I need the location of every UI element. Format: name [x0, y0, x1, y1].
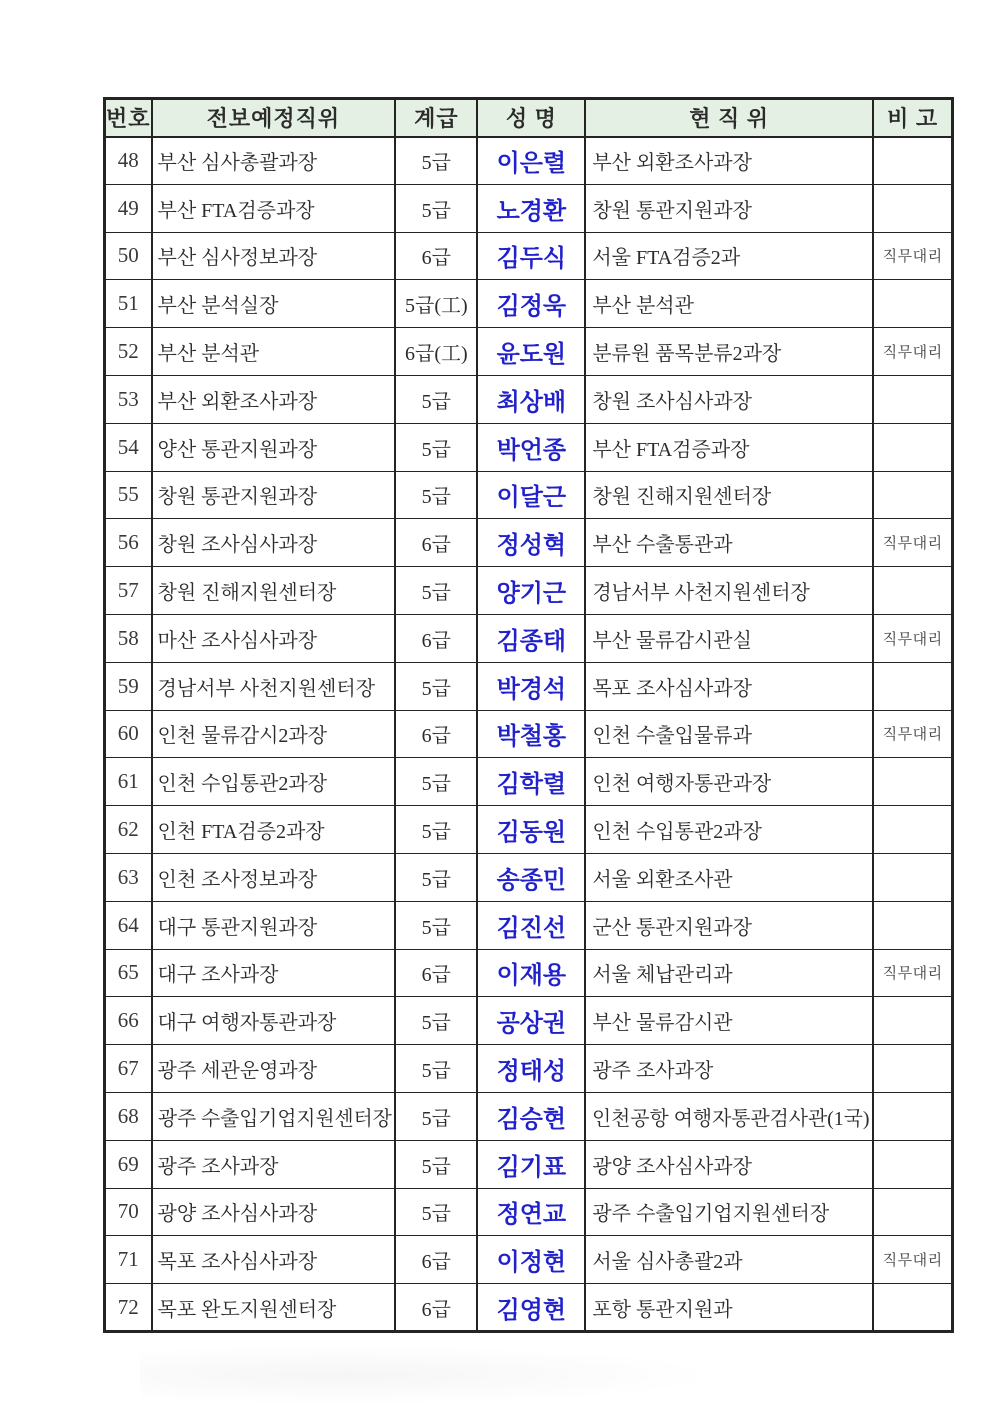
name-cell: 김영현	[477, 1284, 585, 1332]
note-cell	[873, 184, 953, 232]
rank-cell: 5급	[395, 567, 477, 615]
row-number-cell: 70	[105, 1188, 152, 1236]
current-position-cell: 목포 조사심사과장	[585, 662, 872, 710]
rank-cell: 6급	[395, 519, 477, 567]
header-col-planned-position: 전보예정직위	[152, 99, 396, 137]
header-col-number: 번호	[105, 99, 152, 137]
name-cell: 김진선	[477, 901, 585, 949]
current-position-cell: 인천공항 여행자통관검사관(1국)	[585, 1092, 872, 1140]
current-position-cell: 부산 물류감시관실	[585, 614, 872, 662]
rank-cell: 6급	[395, 1284, 477, 1332]
current-position-cell: 광주 수출입기업지원센터장	[585, 1188, 872, 1236]
rank-cell: 5급	[395, 662, 477, 710]
planned-position-cell: 인천 수입통관2과장	[152, 758, 396, 806]
table-row	[105, 1236, 953, 1284]
planned-position-cell: 인천 물류감시2과장	[152, 710, 396, 758]
table-row	[105, 471, 953, 519]
table-row	[105, 375, 953, 423]
table-row	[105, 949, 953, 997]
current-position-cell: 광주 조사과장	[585, 1045, 872, 1093]
rank-cell: 5급	[395, 471, 477, 519]
row-number-cell: 72	[105, 1284, 152, 1332]
table-row	[105, 232, 953, 280]
name-cell: 정연교	[477, 1188, 585, 1236]
name-cell: 김기표	[477, 1140, 585, 1188]
name-cell: 김학렬	[477, 758, 585, 806]
rank-cell: 6급	[395, 1236, 477, 1284]
current-position-cell: 부산 물류감시관	[585, 997, 872, 1045]
table-row	[105, 280, 953, 328]
personnel-transfer-table	[103, 97, 954, 1333]
current-position-cell: 광양 조사심사과장	[585, 1140, 872, 1188]
rank-cell: 6급	[395, 710, 477, 758]
current-position-cell: 인천 여행자통관과장	[585, 758, 872, 806]
note-cell	[873, 1140, 953, 1188]
name-cell: 이은렬	[477, 137, 585, 185]
note-cell	[873, 471, 953, 519]
rank-cell: 6급	[395, 949, 477, 997]
rank-cell: 5급	[395, 997, 477, 1045]
note-cell	[873, 1045, 953, 1093]
planned-position-cell: 창원 통관지원과장	[152, 471, 396, 519]
table-row	[105, 853, 953, 901]
note-cell	[873, 997, 953, 1045]
table-row	[105, 1188, 953, 1236]
row-number-cell: 56	[105, 519, 152, 567]
row-number-cell: 59	[105, 662, 152, 710]
header-col-rank: 계급	[395, 99, 477, 137]
name-cell: 양기근	[477, 567, 585, 615]
note-cell	[873, 137, 953, 185]
note-cell	[873, 1284, 953, 1332]
planned-position-cell: 대구 여행자통관과장	[152, 997, 396, 1045]
table-header	[105, 99, 953, 137]
name-cell: 이달근	[477, 471, 585, 519]
note-cell: 직무대리	[873, 232, 953, 280]
current-position-cell: 부산 FTA검증과장	[585, 423, 872, 471]
note-cell: 직무대리	[873, 614, 953, 662]
header-col-name: 성 명	[477, 99, 585, 137]
current-position-cell: 부산 분석관	[585, 280, 872, 328]
planned-position-cell: 창원 조사심사과장	[152, 519, 396, 567]
name-cell: 김승현	[477, 1092, 585, 1140]
rank-cell: 5급	[395, 901, 477, 949]
row-number-cell: 48	[105, 137, 152, 185]
table-row	[105, 614, 953, 662]
row-number-cell: 51	[105, 280, 152, 328]
rank-cell: 5급	[395, 184, 477, 232]
current-position-cell: 서울 체납관리과	[585, 949, 872, 997]
table-row	[105, 662, 953, 710]
planned-position-cell: 목포 완도지원센터장	[152, 1284, 396, 1332]
table-row	[105, 1092, 953, 1140]
note-cell	[873, 853, 953, 901]
rank-cell: 5급	[395, 1188, 477, 1236]
planned-position-cell: 부산 심사총괄과장	[152, 137, 396, 185]
table-row	[105, 184, 953, 232]
table-row	[105, 519, 953, 567]
row-number-cell: 65	[105, 949, 152, 997]
table-row	[105, 567, 953, 615]
rank-cell: 5급(工)	[395, 280, 477, 328]
table-row	[105, 1045, 953, 1093]
scan-artifact	[140, 1345, 720, 1405]
current-position-cell: 포항 통관지원과	[585, 1284, 872, 1332]
table-row	[105, 328, 953, 376]
row-number-cell: 50	[105, 232, 152, 280]
name-cell: 김종태	[477, 614, 585, 662]
planned-position-cell: 경남서부 사천지원센터장	[152, 662, 396, 710]
name-cell: 공상권	[477, 997, 585, 1045]
current-position-cell: 부산 수출통관과	[585, 519, 872, 567]
planned-position-cell: 부산 분석실장	[152, 280, 396, 328]
current-position-cell: 서울 FTA검증2과	[585, 232, 872, 280]
row-number-cell: 58	[105, 614, 152, 662]
note-cell	[873, 662, 953, 710]
name-cell: 송종민	[477, 853, 585, 901]
rank-cell: 5급	[395, 423, 477, 471]
planned-position-cell: 대구 통관지원과장	[152, 901, 396, 949]
current-position-cell: 분류원 품목분류2과장	[585, 328, 872, 376]
name-cell: 노경환	[477, 184, 585, 232]
planned-position-cell: 부산 외환조사과장	[152, 375, 396, 423]
rank-cell: 5급	[395, 137, 477, 185]
row-number-cell: 67	[105, 1045, 152, 1093]
row-number-cell: 68	[105, 1092, 152, 1140]
name-cell: 이정현	[477, 1236, 585, 1284]
current-position-cell: 창원 조사심사과장	[585, 375, 872, 423]
current-position-cell: 창원 통관지원과장	[585, 184, 872, 232]
note-cell	[873, 280, 953, 328]
planned-position-cell: 창원 진해지원센터장	[152, 567, 396, 615]
note-cell: 직무대리	[873, 519, 953, 567]
row-number-cell: 64	[105, 901, 152, 949]
rank-cell: 5급	[395, 853, 477, 901]
table-row	[105, 1140, 953, 1188]
planned-position-cell: 대구 조사과장	[152, 949, 396, 997]
header-col-current-position: 현 직 위	[585, 99, 872, 137]
name-cell: 정태성	[477, 1045, 585, 1093]
planned-position-cell: 광주 수출입기업지원센터장	[152, 1092, 396, 1140]
planned-position-cell: 양산 통관지원과장	[152, 423, 396, 471]
name-cell: 최상배	[477, 375, 585, 423]
planned-position-cell: 부산 심사정보과장	[152, 232, 396, 280]
row-number-cell: 71	[105, 1236, 152, 1284]
table-row	[105, 137, 953, 185]
planned-position-cell: 광양 조사심사과장	[152, 1188, 396, 1236]
transfer-table-body	[105, 137, 953, 1332]
current-position-cell: 서울 외환조사관	[585, 853, 872, 901]
note-cell	[873, 806, 953, 854]
current-position-cell: 경남서부 사천지원센터장	[585, 567, 872, 615]
rank-cell: 5급	[395, 806, 477, 854]
name-cell: 이재용	[477, 949, 585, 997]
note-cell: 직무대리	[873, 1236, 953, 1284]
row-number-cell: 60	[105, 710, 152, 758]
note-cell	[873, 375, 953, 423]
planned-position-cell: 광주 조사과장	[152, 1140, 396, 1188]
table-row	[105, 423, 953, 471]
row-number-cell: 66	[105, 997, 152, 1045]
name-cell: 윤도원	[477, 328, 585, 376]
planned-position-cell: 목포 조사심사과장	[152, 1236, 396, 1284]
current-position-cell: 군산 통관지원과장	[585, 901, 872, 949]
planned-position-cell: 부산 분석관	[152, 328, 396, 376]
name-cell: 박철홍	[477, 710, 585, 758]
table-row	[105, 997, 953, 1045]
note-cell	[873, 758, 953, 806]
row-number-cell: 53	[105, 375, 152, 423]
row-number-cell: 57	[105, 567, 152, 615]
planned-position-cell: 마산 조사심사과장	[152, 614, 396, 662]
current-position-cell: 인천 수입통관2과장	[585, 806, 872, 854]
name-cell: 박언종	[477, 423, 585, 471]
rank-cell: 5급	[395, 1140, 477, 1188]
rank-cell: 5급	[395, 1045, 477, 1093]
row-number-cell: 61	[105, 758, 152, 806]
rank-cell: 5급	[395, 375, 477, 423]
row-number-cell: 55	[105, 471, 152, 519]
row-number-cell: 62	[105, 806, 152, 854]
table-row	[105, 710, 953, 758]
row-number-cell: 63	[105, 853, 152, 901]
name-cell: 정성혁	[477, 519, 585, 567]
name-cell: 김두식	[477, 232, 585, 280]
current-position-cell: 창원 진해지원센터장	[585, 471, 872, 519]
table-row	[105, 758, 953, 806]
note-cell	[873, 423, 953, 471]
note-cell	[873, 1092, 953, 1140]
table-row	[105, 901, 953, 949]
table-row	[105, 1284, 953, 1332]
rank-cell: 6급	[395, 232, 477, 280]
planned-position-cell: 광주 세관운영과장	[152, 1045, 396, 1093]
note-cell	[873, 567, 953, 615]
note-cell: 직무대리	[873, 949, 953, 997]
rank-cell: 6급(工)	[395, 328, 477, 376]
planned-position-cell: 부산 FTA검증과장	[152, 184, 396, 232]
note-cell: 직무대리	[873, 328, 953, 376]
note-cell	[873, 1188, 953, 1236]
rank-cell: 6급	[395, 614, 477, 662]
row-number-cell: 49	[105, 184, 152, 232]
rank-cell: 5급	[395, 758, 477, 806]
note-cell	[873, 901, 953, 949]
note-cell: 직무대리	[873, 710, 953, 758]
table-row	[105, 806, 953, 854]
row-number-cell: 52	[105, 328, 152, 376]
current-position-cell: 부산 외환조사과장	[585, 137, 872, 185]
row-number-cell: 69	[105, 1140, 152, 1188]
header-col-note: 비 고	[873, 99, 953, 137]
rank-cell: 5급	[395, 1092, 477, 1140]
current-position-cell: 서울 심사총괄2과	[585, 1236, 872, 1284]
current-position-cell: 인천 수출입물류과	[585, 710, 872, 758]
row-number-cell: 54	[105, 423, 152, 471]
name-cell: 김정욱	[477, 280, 585, 328]
planned-position-cell: 인천 FTA검증2과장	[152, 806, 396, 854]
planned-position-cell: 인천 조사정보과장	[152, 853, 396, 901]
header-row	[105, 99, 953, 137]
name-cell: 박경석	[477, 662, 585, 710]
name-cell: 김동원	[477, 806, 585, 854]
